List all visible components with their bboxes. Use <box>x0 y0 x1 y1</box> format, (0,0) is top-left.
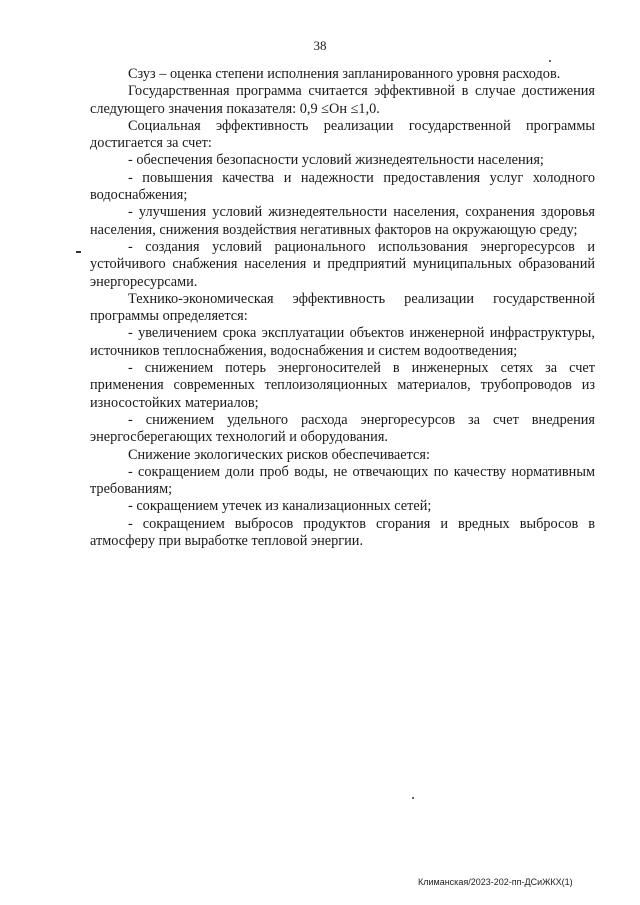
scan-speck <box>412 797 414 799</box>
paragraph-cost-estimate: Сзуз – оценка степени исполнения запланированного уровня расходов. <box>128 66 561 82</box>
list-item: - увеличением срока эксплуатации объектов инженерной инфраструктуры, источников теплоснабжения, водоснабжения и систем водоотведения; <box>90 325 595 359</box>
margin-mark <box>76 251 81 253</box>
list-item: - снижением удельного расхода энергоресурсов за счет внедрения энергосберегающих технологий и оборудования. <box>90 411 595 446</box>
list-item: - сокращением утечек из канализационных сетей; <box>128 498 432 515</box>
document-body <box>90 66 595 550</box>
list-item: - снижением потерь энергоносителей в инженерных сетях за счет применения современных теплоизоляционных материалов, трубопроводов из износостойких материалов; <box>90 360 595 411</box>
paragraph-technical-efficiency: Технико-экономическая эффективность реализации государственной программы определяется: <box>90 290 595 325</box>
list-item: - сокращением доли проб воды, не отвечающих по качеству нормативным требованиям; <box>90 463 595 498</box>
paragraph-program-efficiency: Государственная программа считается эффективной в случае достижения следующего значения показателя: 0,9 ≤Он ≤1,0. <box>90 83 595 117</box>
paragraph-ecological-risks: Снижение экологических рисков обеспечивается: <box>128 446 430 463</box>
footer-document-code: Климанская/2023-202-пп-ДСиЖКХ(1) <box>418 877 573 887</box>
list-item: - создания условий рационального использования энергоресурсов и устойчивого снабжения населения и предприятий муниципальных образований энергоресурсами. <box>90 238 595 290</box>
paragraph-social-efficiency: Социальная эффективность реализации государственной программы достигается за счет: <box>90 117 595 152</box>
list-item: - повышения качества и надежности предоставления услуг холодного водоснабжения; <box>90 169 595 204</box>
list-item: - обеспечения безопасности условий жизнедеятельности населения; <box>128 152 544 169</box>
scan-speck <box>549 60 551 62</box>
page-number: 38 <box>313 38 327 53</box>
list-item: - улучшения условий жизнедеятельности населения, сохранения здоровья населения, снижения воздействия негативных факторов на окружающую среду; <box>90 204 595 238</box>
list-item: - сокращением выбросов продуктов сгорания и вредных выбросов в атмосферу при выработке тепловой энергии. <box>90 515 595 550</box>
